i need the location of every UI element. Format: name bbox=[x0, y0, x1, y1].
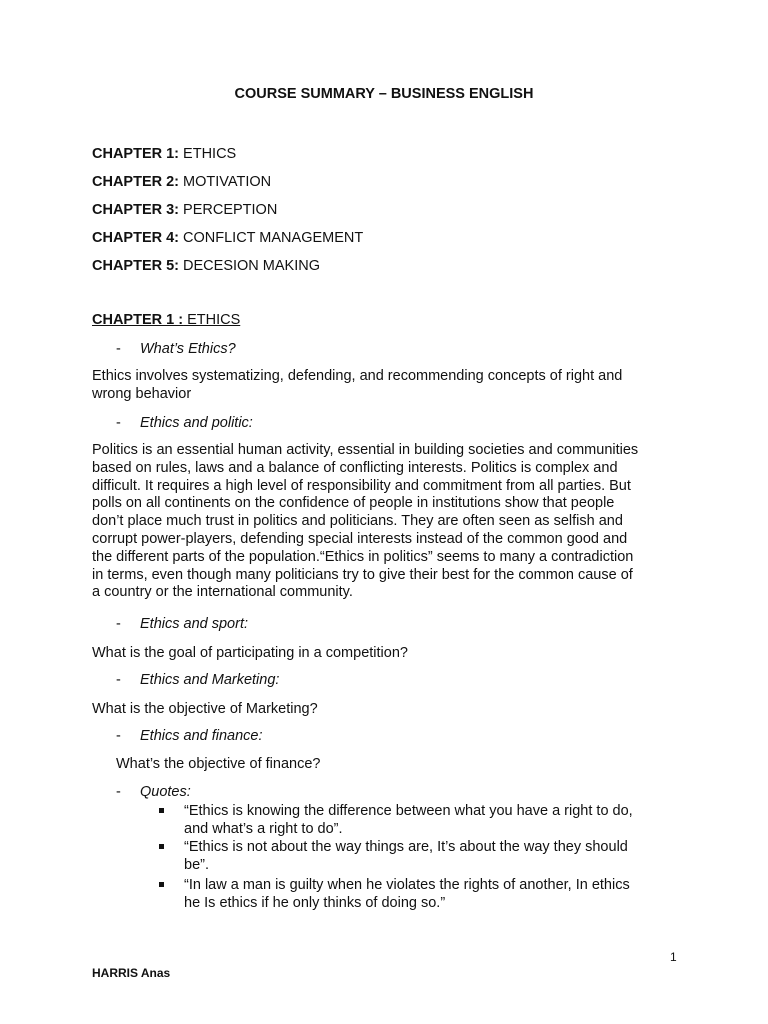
paragraph-ethics-definition bbox=[92, 368, 692, 404]
toc-text: ETHICS bbox=[179, 146, 237, 162]
quote-item bbox=[92, 838, 692, 874]
page-number: 1 bbox=[670, 950, 677, 964]
section-label: CHAPTER 1 : bbox=[92, 312, 184, 328]
paragraph-line: Politics is an essential human activity, essential in building societies and communities bbox=[92, 442, 639, 458]
toc-text: CONFLICT MANAGEMENT bbox=[179, 230, 364, 246]
paragraph-line: polls on all continents on the confidence of people in institutions show that people bbox=[92, 495, 615, 512]
paragraph-line: What’s the objective of finance? bbox=[116, 756, 321, 772]
dash-marker: - bbox=[116, 616, 121, 632]
paragraph-line: What is the goal of participating in a competition? bbox=[92, 645, 408, 661]
subheading-quotes bbox=[116, 784, 516, 802]
subheading-ethics-and-sport bbox=[116, 616, 516, 634]
toc-label: CHAPTER 2: bbox=[92, 174, 180, 190]
quote-line: “Ethics is knowing the difference between what you have a right to do, bbox=[184, 803, 633, 819]
toc-label: CHAPTER 3: bbox=[92, 202, 180, 218]
subheading-ethics-and-politic bbox=[116, 415, 516, 433]
toc-label: CHAPTER 1: bbox=[92, 146, 180, 162]
subheading-text: Ethics and politic: bbox=[140, 415, 253, 431]
toc-item-chapter-1 bbox=[92, 146, 236, 162]
square-bullet-icon bbox=[159, 844, 164, 849]
dash-marker: - bbox=[116, 672, 121, 688]
subheading-whats-ethics bbox=[116, 341, 516, 359]
dash-marker: - bbox=[116, 415, 121, 431]
quote-line: “In law a man is guilty when he violates the rights of another, In ethics bbox=[184, 877, 630, 893]
paragraph-line: difficult. It requires a high level of responsibility and commitment from all parties. But bbox=[92, 477, 631, 494]
paragraph-marketing-question bbox=[92, 701, 692, 719]
subheading-text: Ethics and sport: bbox=[140, 616, 248, 632]
footer-author: HARRIS Anas bbox=[92, 966, 171, 980]
dash-marker: - bbox=[116, 728, 121, 744]
quote-item bbox=[92, 876, 692, 912]
square-bullet-icon bbox=[159, 808, 164, 813]
paragraph-line: a country or the international community. bbox=[92, 584, 353, 601]
subheading-text: Ethics and finance: bbox=[140, 728, 263, 744]
paragraph-line: corrupt power-players, defending special interests instead of the common good and bbox=[92, 530, 628, 547]
paragraph-politics bbox=[92, 442, 692, 602]
toc-text: DECESION MAKING bbox=[179, 258, 321, 274]
subheading-ethics-and-finance bbox=[116, 728, 516, 746]
paragraph-line: What is the objective of Marketing? bbox=[92, 701, 318, 717]
subheading-text: Quotes: bbox=[140, 784, 191, 800]
paragraph-sport-question bbox=[92, 645, 692, 663]
toc-label: CHAPTER 4: bbox=[92, 230, 180, 246]
toc-item-chapter-2 bbox=[92, 174, 271, 190]
quote-line: be”. bbox=[184, 857, 209, 873]
subheading-text: What’s Ethics? bbox=[140, 341, 236, 357]
subheading-text: Ethics and Marketing: bbox=[140, 672, 280, 688]
toc-label: CHAPTER 5: bbox=[92, 258, 180, 274]
toc-item-chapter-3 bbox=[92, 202, 277, 218]
toc-item-chapter-4 bbox=[92, 230, 363, 246]
paragraph-finance-question bbox=[116, 756, 716, 774]
subheading-ethics-and-marketing bbox=[116, 672, 516, 690]
quote-line: and what’s a right to do”. bbox=[184, 821, 343, 837]
paragraph-line: don’t place much trust in politics and politicians. They are often seen as selfish and bbox=[92, 513, 623, 530]
toc-text: MOTIVATION bbox=[179, 174, 272, 190]
quote-line: “Ethics is not about the way things are, It’s about the way they should bbox=[184, 839, 628, 855]
dash-marker: - bbox=[116, 784, 121, 800]
dash-marker: - bbox=[116, 341, 121, 357]
paragraph-line: Ethics involves systematizing, defending, and recommending concepts of right and bbox=[92, 368, 623, 384]
paragraph-line: the different parts of the population.“Ethics in politics” seems to many a contradiction bbox=[92, 548, 634, 565]
paragraph-line: in terms, even though many politicians try to give their best for the common cause of bbox=[92, 566, 633, 583]
toc-text: PERCEPTION bbox=[179, 202, 278, 218]
square-bullet-icon bbox=[159, 882, 164, 887]
quote-item bbox=[92, 802, 692, 838]
toc-item-chapter-5 bbox=[92, 258, 320, 274]
quote-line: he Is ethics if he only thinks of doing so.” bbox=[184, 895, 446, 911]
document-title: COURSE SUMMARY – BUSINESS ENGLISH bbox=[234, 86, 534, 102]
section-heading bbox=[92, 312, 240, 328]
section-text: ETHICS bbox=[183, 312, 241, 328]
paragraph-line: based on rules, laws and a balance of conflicting interests. Politics is complex and bbox=[92, 459, 618, 476]
paragraph-line: wrong behavior bbox=[92, 385, 192, 402]
